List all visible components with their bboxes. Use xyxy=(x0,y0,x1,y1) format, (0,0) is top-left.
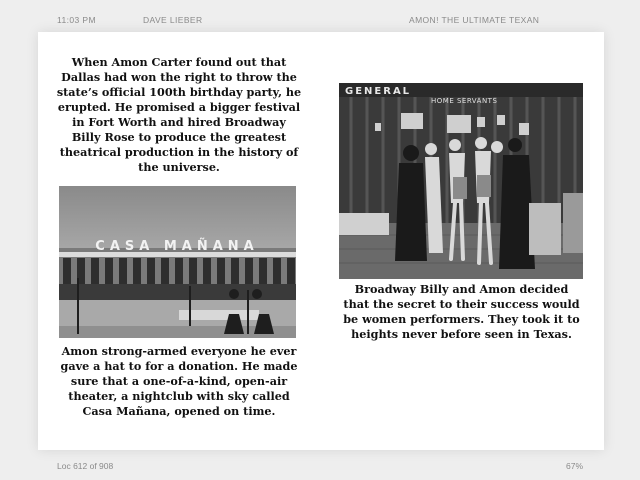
banner-general: GENERAL xyxy=(345,86,412,97)
casa-manana-sign: CASA MAÑANA xyxy=(95,239,259,254)
sign-home-servants: HOME SERVANTS xyxy=(431,97,498,105)
paragraph-amon-carter: When Amon Carter found out that Dallas had won the right to throw the state’s official 100th birthday party, he erupted. He promised a bigger festival in Fort Worth and hired Broadway Billy Rose to produce the greatest theatrical production in the history of the universe. xyxy=(56,55,302,174)
paragraph-women-performers: Broadway Billy and Amon decided that the secret to their success would be women performers. They took it to heights never before seen in Texas. xyxy=(343,282,580,341)
clock-time: 11:03 PM xyxy=(57,15,96,25)
paragraph-amon-donation: Amon strong-armed everyone he ever gave a hat to for a donation. He made sure that a one-of-a-kind, open-air theater, a nightclub with sky called Casa Mañana, opened on time. xyxy=(60,344,298,418)
location-indicator[interactable]: Loc 612 of 908 xyxy=(57,461,114,471)
photo-broadway-billy-and-performers xyxy=(339,83,583,279)
photo-casa-manana xyxy=(59,186,296,338)
header-book-title: AMON! THE ULTIMATE TEXAN xyxy=(409,15,540,25)
progress-percent[interactable]: 67% xyxy=(566,461,584,471)
header-author: DAVE LIEBER xyxy=(143,15,203,25)
